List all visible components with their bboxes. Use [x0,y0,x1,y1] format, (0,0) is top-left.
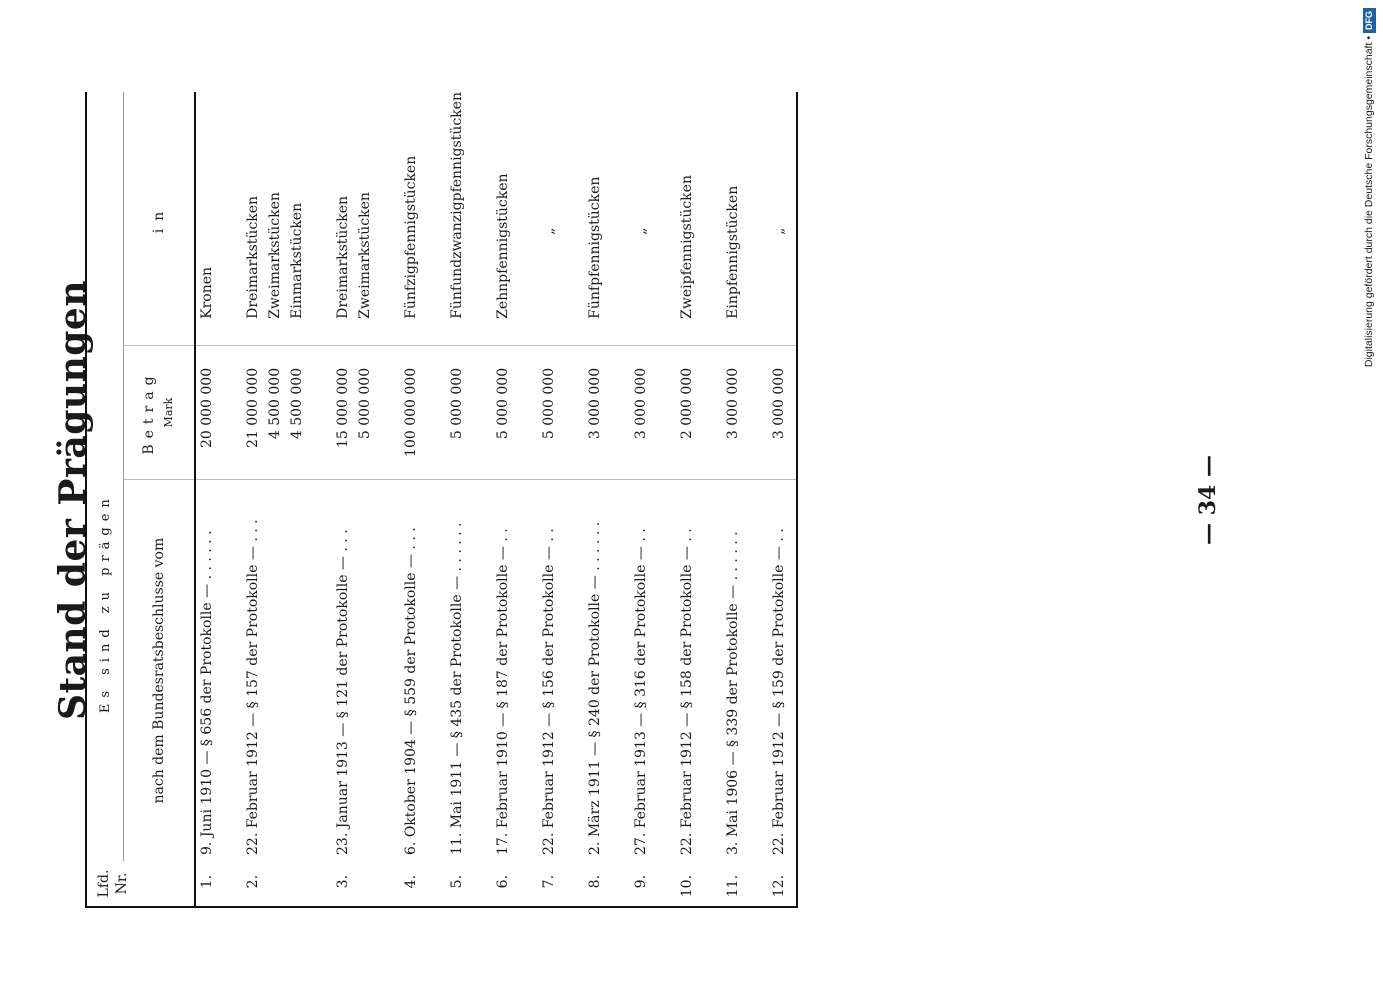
row-resolution-date: 22. Februar 1912 — § 159 der Protokolle — . . [768,480,797,861]
header-amount-unit: Mark [162,397,175,428]
amount-value: 3 000 000 [725,367,741,440]
row-amount [584,345,606,479]
row-coin-type [492,92,514,345]
header-group [86,345,124,861]
row-resolution-date: 23. Januar 1913 — § 121 der Protokolle — . . . [335,529,351,855]
coin-denomination: Dreimarkstücken [335,195,351,319]
row-resolution-date: 22. Februar 1912 — § 156 der Protokolle — . . [541,528,557,855]
row-coin-type [332,92,376,345]
coin-denomination: „ [633,227,649,235]
amount-value: 5 000 000 [357,367,373,440]
header-amount [124,345,196,479]
row-coin-type [400,92,422,345]
table-row [538,92,560,907]
amount-value: 20 000 000 [199,367,215,449]
amount-value: 100 000 000 [403,367,419,457]
row-amount [446,345,468,479]
amount-value: 3 000 000 [633,367,649,440]
row-spacer [308,92,332,907]
row-resolution-date: 3. Mai 1906 — § 339 der Protokolle — . . . . . . [725,531,741,855]
page-title: Stand der Prägungen [52,279,94,721]
amount-value: 5 000 000 [449,367,465,440]
row-coin-type [722,92,744,345]
table-row [630,92,652,907]
amount-value: 5 000 000 [495,367,511,440]
coin-denomination: Zweipfennigstücken [679,175,695,319]
row-number: 3. [332,861,376,907]
header-nr [86,861,195,907]
row-coin-type [630,92,652,345]
row-amount [492,345,514,479]
table-row [446,92,468,907]
amount-value: 3 000 000 [587,367,603,440]
row-number: 12. [768,861,797,907]
row-number: 2. [242,861,308,907]
coin-denomination: „ [771,227,787,235]
row-coin-type [242,92,308,345]
coin-denomination: „ [541,227,557,235]
table-row [195,92,218,907]
row-number: 11. [722,861,744,907]
coin-denomination: Einpfennigstücken [725,185,741,319]
row-amount [242,345,308,479]
table-row [492,92,514,907]
row-amount [400,345,422,479]
amount-value: 4 500 000 [289,367,305,440]
row-coin-type [538,92,560,345]
row-number: 5. [446,861,468,907]
row-resolution-date: 9. Juni 1910 — § 656 der Protokolle — . . . . . . [199,530,215,855]
amount-value: 3 000 000 [771,367,787,440]
coin-denomination: Zweimarkstücken [357,192,373,319]
coinage-table [85,92,798,908]
row-amount [195,345,218,479]
row-coin-type [768,92,797,345]
header-group-label: Es sind zu prägen [97,493,113,714]
row-spacer [376,92,400,907]
header-date: nach dem Bundesratsbeschlusse vom [124,480,196,861]
row-resolution-date: 22. Februar 1912 — § 157 der Protokolle — . . . [245,519,261,855]
row-amount [768,345,797,479]
coin-denomination: Kronen [199,266,215,319]
dfg-logo-icon: DFG [1363,8,1376,33]
header-group-spacer [86,92,124,345]
row-number: 1. [195,861,218,907]
row-coin-type [676,92,698,345]
coin-denomination: Dreimarkstücken [245,195,261,319]
amount-value: 15 000 000 [335,367,351,449]
row-spacer [560,92,584,907]
row-coin-type [195,92,218,345]
amount-value: 2 000 000 [679,367,695,440]
row-number: 7. [538,861,560,907]
credit-text: Digitalisierung gefördert durch die Deutsche Forschungsgemeinschaft • [1363,36,1375,368]
coin-denomination: Fünfundzwanzigpfennigstücken [449,92,465,319]
header-coin [124,92,196,345]
row-spacer [744,92,768,907]
table-row [400,92,422,907]
row-spacer [218,92,242,907]
row-number: 10. [676,861,698,907]
amount-value: 21 000 000 [245,367,261,449]
table-row [676,92,698,907]
row-spacer [468,92,492,907]
row-amount [630,345,652,479]
dfg-credit [1361,8,1377,398]
row-spacer [652,92,676,907]
table-row [332,92,376,907]
row-amount [332,345,376,479]
row-number: 8. [584,861,606,907]
row-resolution-date: 22. Februar 1912 — § 158 der Protokolle — . . [679,528,695,855]
row-number: 6. [492,861,514,907]
row-spacer [698,92,722,907]
coin-denomination: Fünfzigpfennigstücken [403,155,419,319]
row-resolution-date: 17. Februar 1910 — § 187 der Protokolle — . . [495,528,511,855]
row-resolution-date: 27. Februar 1913 — § 316 der Protokolle — . . [633,528,649,855]
header-amount-label: Betrag [141,370,157,455]
table-row [722,92,744,907]
page-number: — 34 — [1195,455,1221,545]
row-coin-type [584,92,606,345]
row-amount [538,345,560,479]
row-spacer [514,92,538,907]
row-number: 4. [400,861,422,907]
row-spacer [422,92,446,907]
row-number: 9. [630,861,652,907]
table-row [242,92,308,907]
coin-denomination: Fünfpfennigstücken [587,176,603,319]
row-resolution-date: 11. Mai 1911 — § 435 der Protokolle — . . . . . . [449,522,465,855]
row-resolution-date: 2. März 1911 — § 240 der Protokolle — . . . . . . [587,521,603,855]
row-coin-type [446,92,468,345]
header-coin-label: in [151,203,167,234]
coin-denomination: Zweimarkstücken [267,192,283,319]
coin-denomination: Zehnpfennigstücken [495,173,511,319]
amount-value: 5 000 000 [541,367,557,440]
table-body [195,92,797,907]
header-nr-line2: Nr. [114,872,130,895]
header-nr-line1: Lfd. [96,869,112,898]
coin-denomination: Einmarkstücken [289,202,305,319]
row-resolution-date: 6. Oktober 1904 — § 559 der Protokolle — . . . [403,527,419,855]
table-row [768,92,797,907]
row-amount [676,345,698,479]
table-row [584,92,606,907]
row-amount [722,345,744,479]
row-spacer [606,92,630,907]
amount-value: 4 500 000 [267,367,283,440]
